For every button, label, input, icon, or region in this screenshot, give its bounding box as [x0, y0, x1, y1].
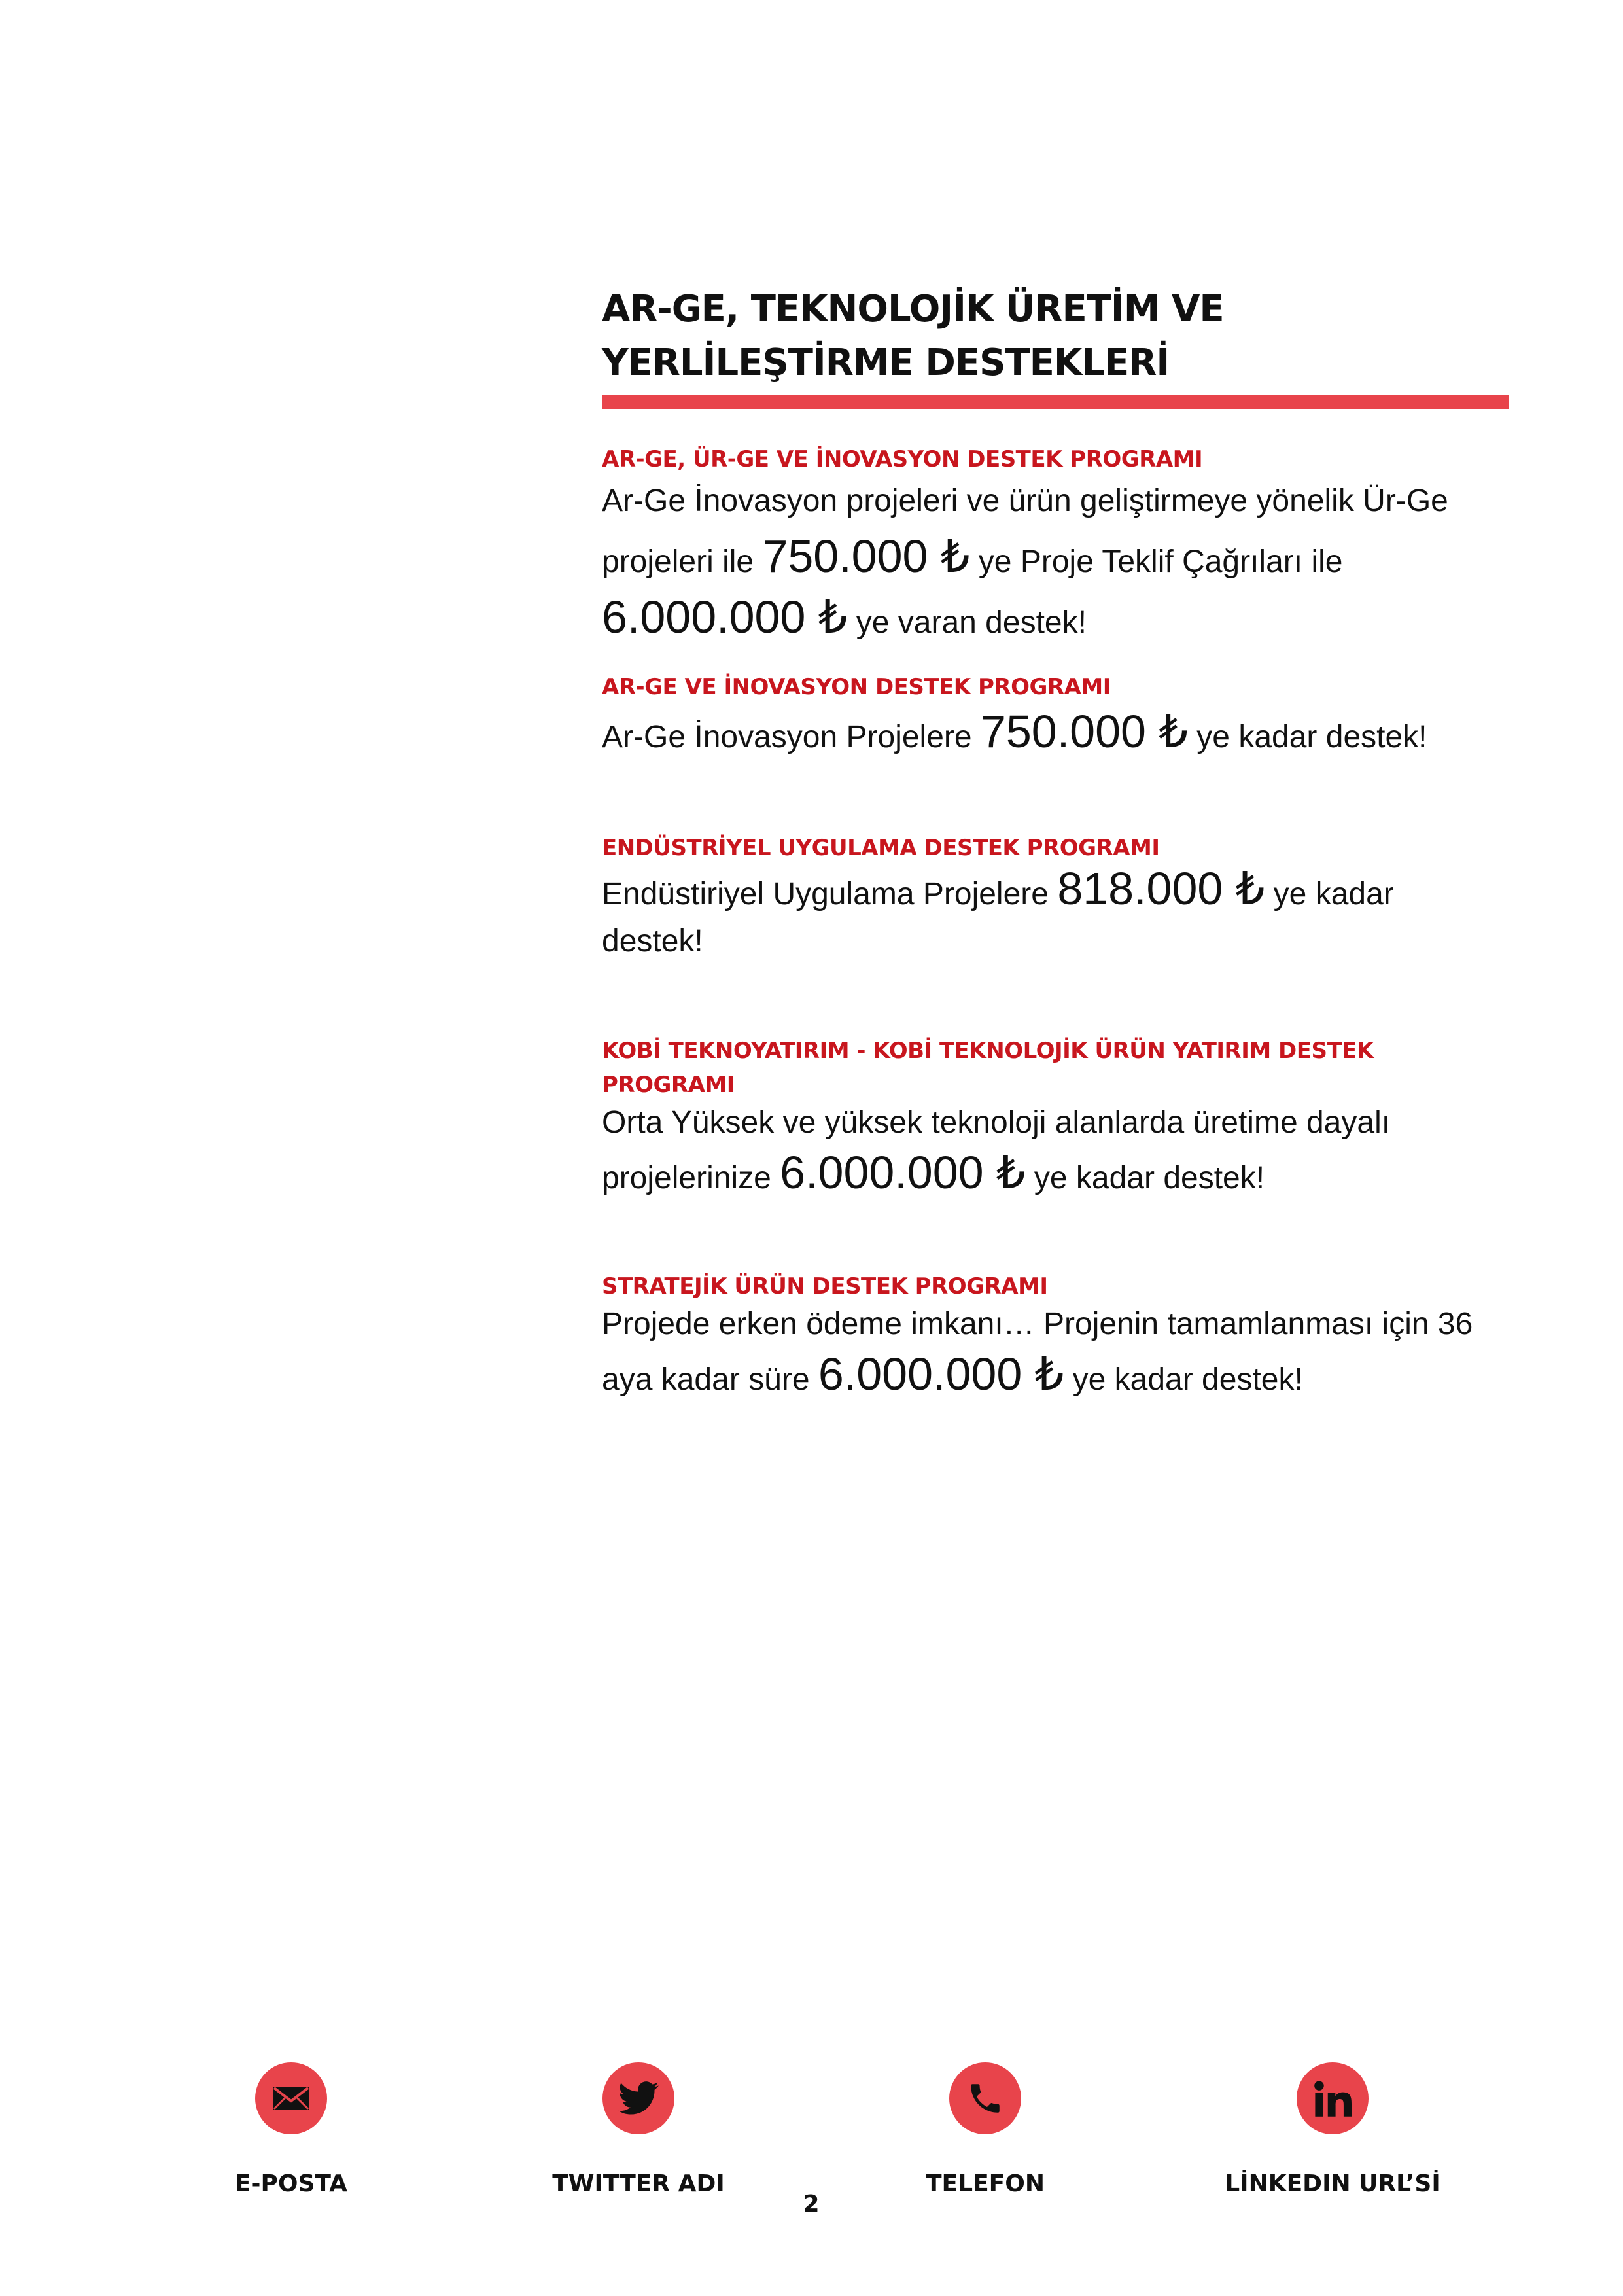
section-body: Ar-Ge İnovasyon projeleri ve ürün geliştirmeye yönelik Ür-Ge projeleri ile 750.000 ₺ ye Proje Teklif Çağrıları ile 6.000.000 ₺ ye varan destek! — [602, 484, 1448, 643]
title-underline — [602, 395, 1509, 409]
section-arge-urge — [602, 442, 1531, 650]
section-body: Projede erken ödeme imkanı… Projenin tamamlanması için 36 aya kadar süre 6.000.000 ₺ ye kadar destek! — [602, 1307, 1473, 1400]
footer-phone[interactable] — [841, 2062, 1129, 2199]
phone-icon — [966, 2079, 1004, 2117]
section-endustriyel — [602, 831, 1531, 965]
section-body: Ar-Ge İnovasyon Projelere 750.000 ₺ ye kadar destek! — [602, 706, 1427, 757]
phone-icon-button[interactable] — [949, 2062, 1021, 2134]
footer-label: E-POSTA — [234, 2170, 348, 2197]
footer-linkedin[interactable] — [1189, 2062, 1476, 2199]
section-arge-inovasyon — [602, 670, 1531, 765]
amount: 750.000 ₺ — [762, 531, 970, 582]
amount: 818.000 ₺ — [1057, 863, 1265, 914]
amount: 6.000.000 ₺ — [602, 592, 848, 643]
linkedin-icon-button[interactable] — [1297, 2062, 1369, 2134]
linkedin-icon — [1314, 2080, 1352, 2117]
amount: 6.000.000 ₺ — [818, 1349, 1064, 1400]
twitter-icon-button[interactable] — [602, 2062, 674, 2134]
section-kobi-teknoyatirim — [602, 1034, 1531, 1203]
section-stratejik-urun — [602, 1269, 1531, 1405]
footer-email[interactable] — [147, 2062, 435, 2199]
amount: 750.000 ₺ — [980, 706, 1188, 757]
amount: 6.000.000 ₺ — [780, 1147, 1026, 1198]
section-heading: ENDÜSTRİYEL UYGULAMA DESTEK PROGRAMI — [602, 835, 1160, 861]
envelope-icon — [271, 2085, 311, 2111]
section-body: Orta Yüksek ve yüksek teknoloji alanlarda üretime dayalı projelerinize 6.000.000 ₺ ye kadar destek! — [602, 1105, 1391, 1198]
footer-label: TWITTER ADI — [552, 2170, 725, 2197]
twitter-icon — [618, 2081, 659, 2116]
email-icon-button[interactable] — [255, 2062, 327, 2134]
section-body: Endüstiriyel Uygulama Projelere 818.000 ₺ ye kadar destek! — [602, 863, 1394, 959]
footer-label: LİNKEDIN URL’Sİ — [1225, 2170, 1440, 2197]
section-heading: STRATEJİK ÜRÜN DESTEK PROGRAMI — [602, 1273, 1048, 1299]
footer-label: TELEFON — [925, 2170, 1045, 2197]
page-title-line-2: YERLİLEŞTİRME DESTEKLERİ — [602, 342, 1170, 384]
page-title-line-1: AR-GE, TEKNOLOJİK ÜRETİM VE — [602, 288, 1224, 330]
section-heading: AR-GE, ÜR-GE VE İNOVASYON DESTEK PROGRAMI — [602, 446, 1203, 472]
section-heading: AR-GE VE İNOVASYON DESTEK PROGRAMI — [602, 674, 1111, 700]
page-number: 2 — [803, 2191, 820, 2217]
page-title — [602, 283, 1518, 390]
footer-twitter[interactable] — [495, 2062, 782, 2199]
section-heading: KOBİ TEKNOYATIRIM - KOBİ TEKNOLOJİK ÜRÜN YATIRIM DESTEK PROGRAMI — [602, 1038, 1374, 1098]
